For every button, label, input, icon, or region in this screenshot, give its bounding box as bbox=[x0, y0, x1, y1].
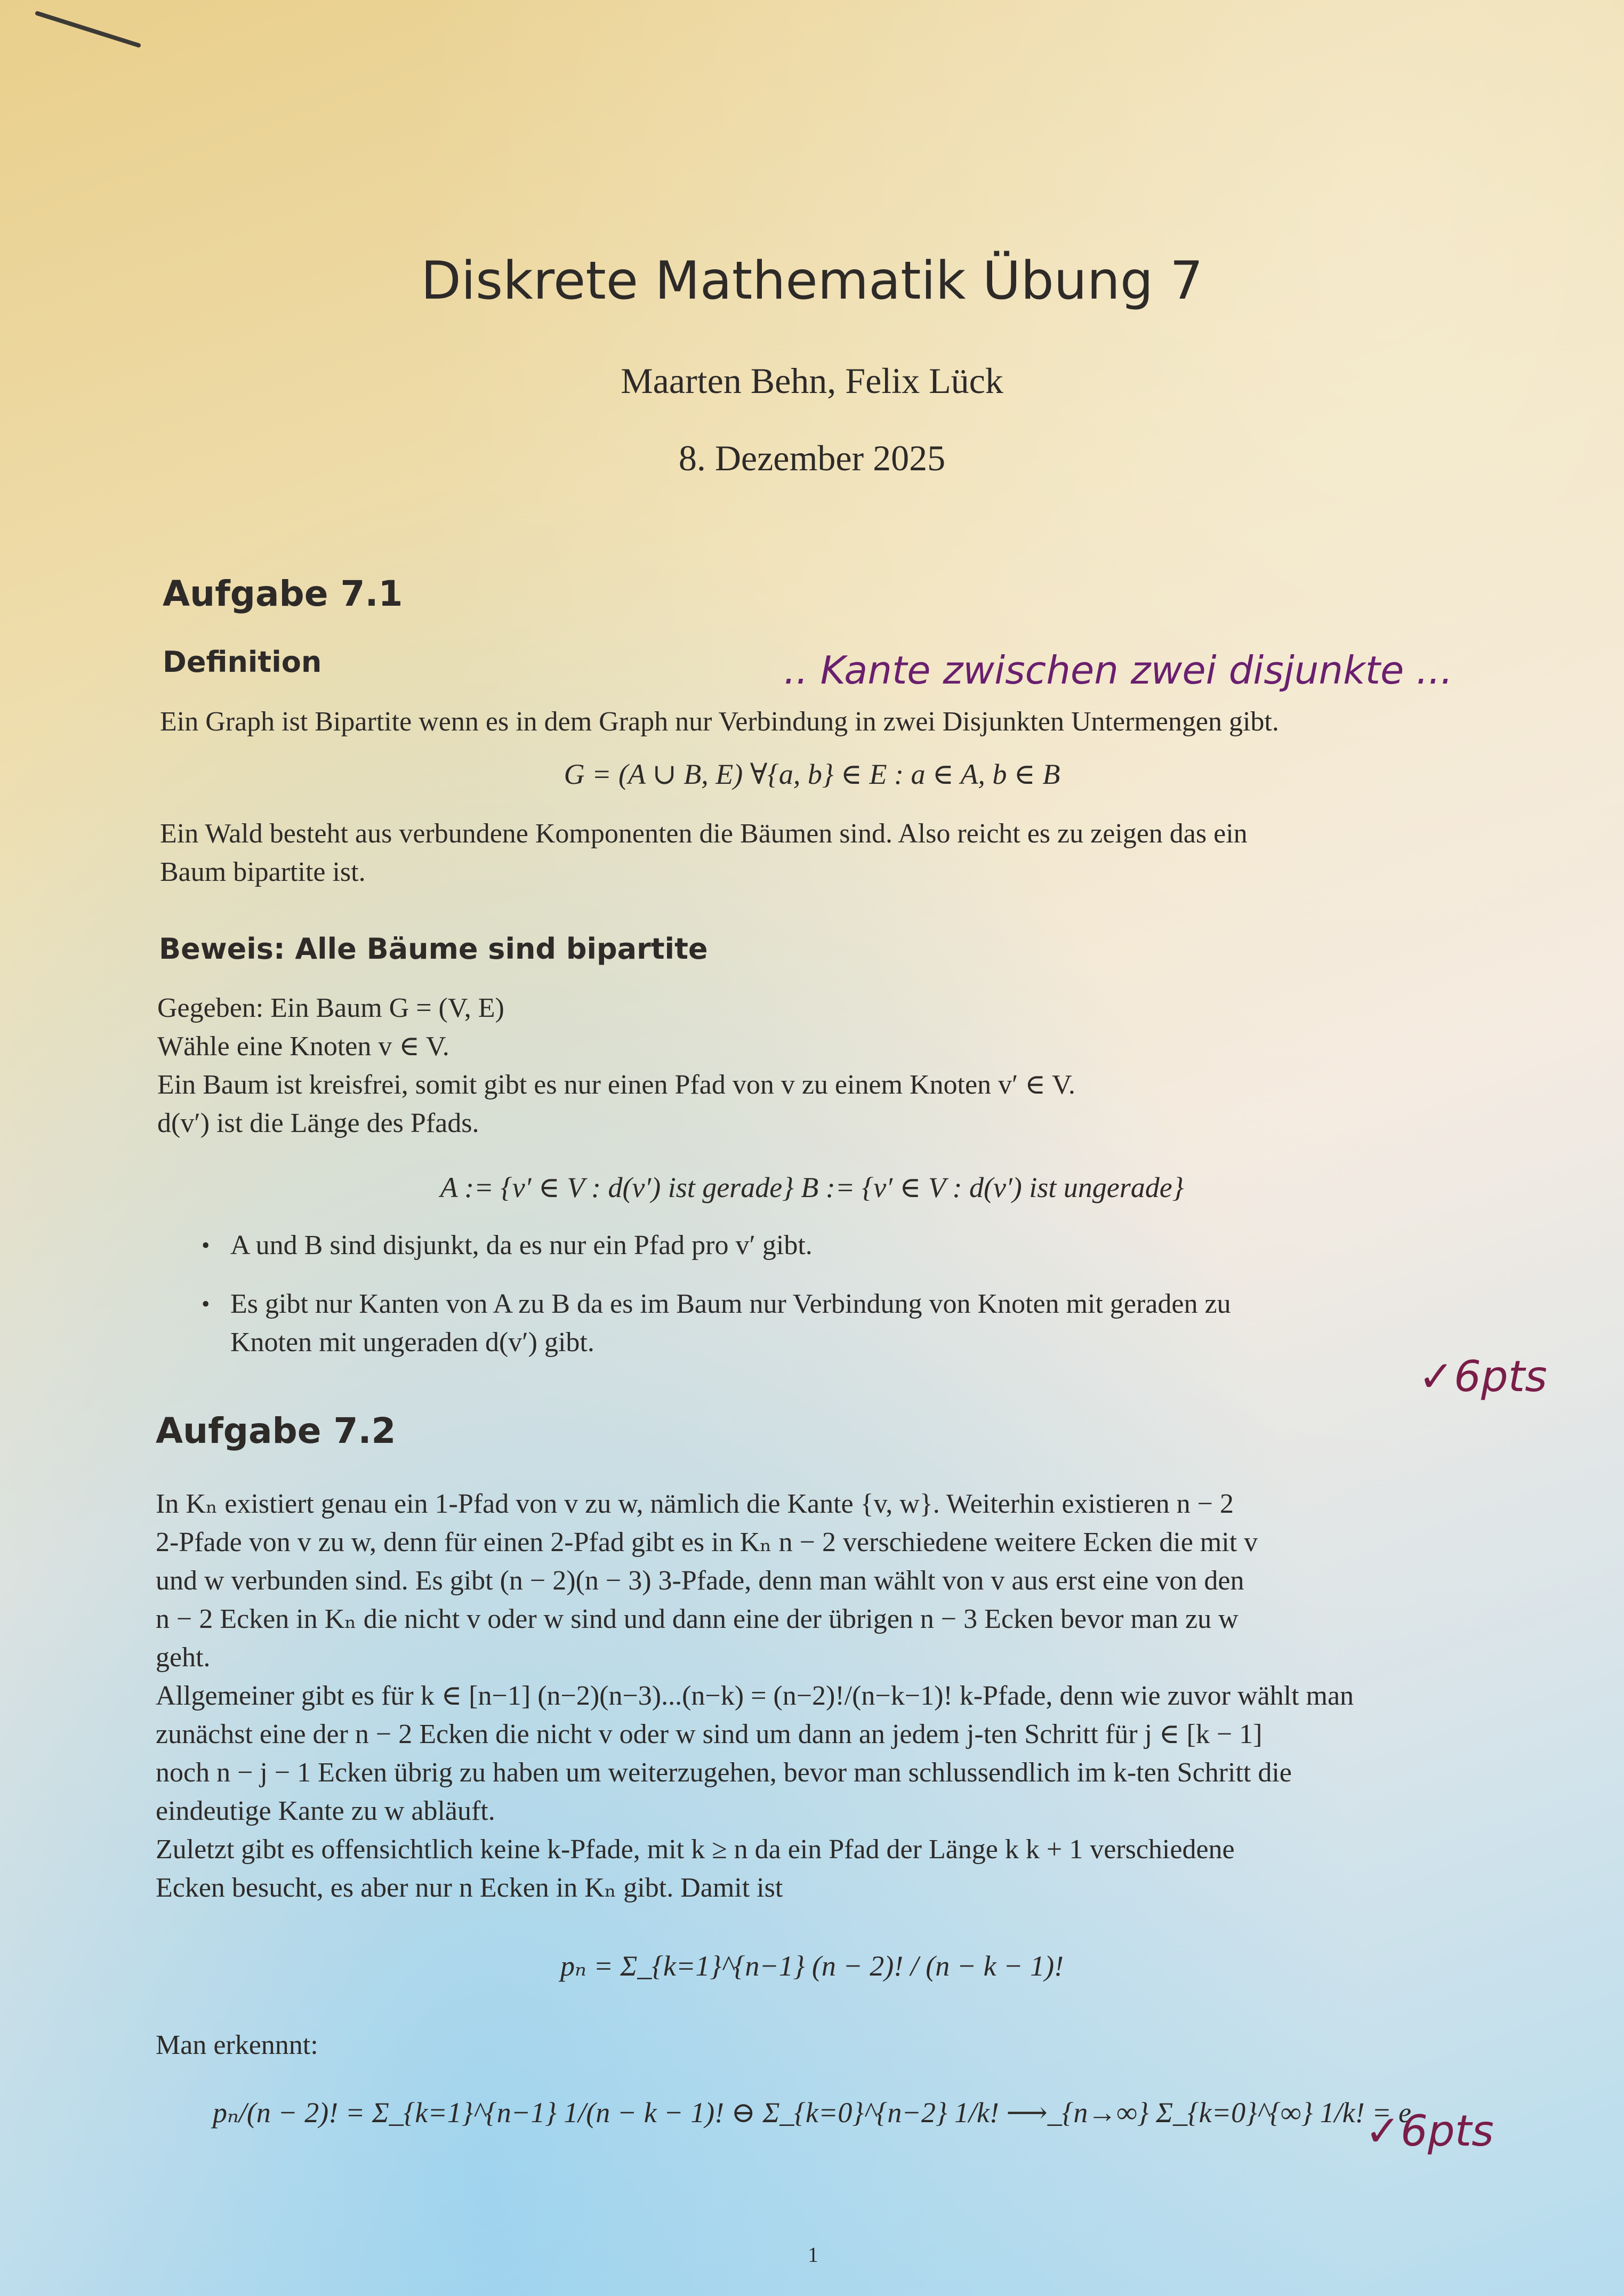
proof-line: d(v′) ist die Länge des Pfads. bbox=[157, 1108, 479, 1138]
bullet-item: Es gibt nur Kanten von A zu B da es im Baum nur Verbindung von Knoten mit geraden zu bbox=[230, 1289, 1231, 1319]
proof-heading: Beweis: Alle Bäume sind bipartite bbox=[159, 932, 708, 966]
paragraph-line: zunächst eine der n − 2 Ecken die nicht v oder w sind um dann an jedem j-ten Schritt für j ∈ [k − 1] bbox=[156, 1719, 1263, 1749]
paragraph-line: geht. bbox=[156, 1642, 211, 1673]
paragraph-line: noch n − j − 1 Ecken übrig zu haben um weiterzugehen, bevor man schlussendlich im k-ten Schritt die bbox=[156, 1757, 1292, 1788]
proof-line: Wähle eine Knoten v ∈ V. bbox=[157, 1031, 449, 1062]
formula-limit: pₙ/(n − 2)! = Σ_{k=1}^{n−1} 1/(n − k − 1)! ⊖ Σ_{k=0}^{n−2} 1/k! ⟶_{n→∞} Σ_{k=0}^{∞} 1/k! = e bbox=[212, 2097, 1411, 2129]
handwritten-annotation: .. Kante zwischen zwei disjunkte ... bbox=[784, 648, 1453, 693]
proof-line: Gegeben: Ein Baum G = (V, E) bbox=[157, 993, 504, 1023]
formula-pn: pₙ = Σ_{k=1}^{n−1} (n − 2)! / (n − k − 1)! bbox=[560, 1950, 1064, 1982]
forest-text-line-1: Ein Wald besteht aus verbundene Komponenten die Bäumen sind. Also reicht es zu zeigen das ein bbox=[160, 818, 1248, 849]
section-heading-7-1: Aufgabe 7.1 bbox=[163, 573, 403, 614]
definition-heading: Definition bbox=[163, 645, 322, 679]
man-erkennt-label: Man erkennnt: bbox=[156, 2030, 318, 2060]
definition-formula: G = (A ∪ B, E) ∀{a, b} ∈ E : a ∈ A, b ∈ B bbox=[564, 758, 1060, 790]
page-number: 1 bbox=[808, 2243, 818, 2267]
paragraph-line: n − 2 Ecken in Kₙ die nicht v oder w sind und dann eine der übrigen n − 3 Ecken bevor man zu w bbox=[156, 1604, 1239, 1634]
paragraph-line: In Kₙ existiert genau ein 1-Pfad von v zu w, nämlich die Kante {v, w}. Weiterhin existieren n − 2 bbox=[156, 1489, 1234, 1519]
authors: Maarten Behn, Felix Lück bbox=[621, 360, 1003, 401]
pen-stroke-mark bbox=[32, 5, 149, 53]
forest-text-line-2: Baum bipartite ist. bbox=[160, 857, 366, 887]
bullet-item: A und B sind disjunkt, da es nur ein Pfad pro v′ gibt. bbox=[230, 1230, 813, 1261]
paragraph-line: Ecken besucht, es aber nur n Ecken in Kₙ gibt. Damit ist bbox=[156, 1873, 783, 1903]
document-title: Diskrete Mathematik Übung 7 bbox=[421, 251, 1203, 311]
section-heading-7-2: Aufgabe 7.2 bbox=[156, 1410, 396, 1451]
bullet-item-continued: Knoten mit ungeraden d(v′) gibt. bbox=[230, 1327, 594, 1358]
grade-mark-7-2: ✓6pts bbox=[1365, 2106, 1494, 2156]
grade-mark-7-1: ✓6pts bbox=[1418, 1352, 1547, 1401]
definition-text: Ein Graph ist Bipartite wenn es in dem Graph nur Verbindung in zwei Disjunkten Untermengen gibt. bbox=[160, 707, 1279, 737]
paragraph-line: eindeutige Kante zu w abläuft. bbox=[156, 1796, 495, 1826]
paragraph-line: Allgemeiner gibt es für k ∈ [n−1] (n−2)(n−3)...(n−k) = (n−2)!/(n−k−1)! k-Pfade, denn wie zuvor wählt man bbox=[156, 1681, 1354, 1711]
document-date: 8. Dezember 2025 bbox=[678, 438, 946, 478]
proof-line: Ein Baum ist kreisfrei, somit gibt es nur einen Pfad von v zu einem Knoten v′ ∈ V. bbox=[157, 1070, 1075, 1100]
bullet-marker: • bbox=[202, 1291, 210, 1317]
paragraph-line: 2-Pfade von v zu w, denn für einen 2-Pfad gibt es in Kₙ n − 2 verschiedene weitere Ecken die mit v bbox=[156, 1527, 1258, 1558]
bullet-marker: • bbox=[202, 1232, 210, 1258]
paragraph-line: Zuletzt gibt es offensichtlich keine k-Pfade, mit k ≥ n da ein Pfad der Länge k k + 1 verschiedene bbox=[156, 1834, 1235, 1865]
paragraph-line: und w verbunden sind. Es gibt (n − 2)(n − 3) 3-Pfade, denn man wählt von v aus erst eine von den bbox=[156, 1566, 1244, 1596]
set-definition-formula: A := {v′ ∈ V : d(v′) ist gerade} B := {v′ ∈ V : d(v′) ist ungerade} bbox=[440, 1171, 1184, 1203]
